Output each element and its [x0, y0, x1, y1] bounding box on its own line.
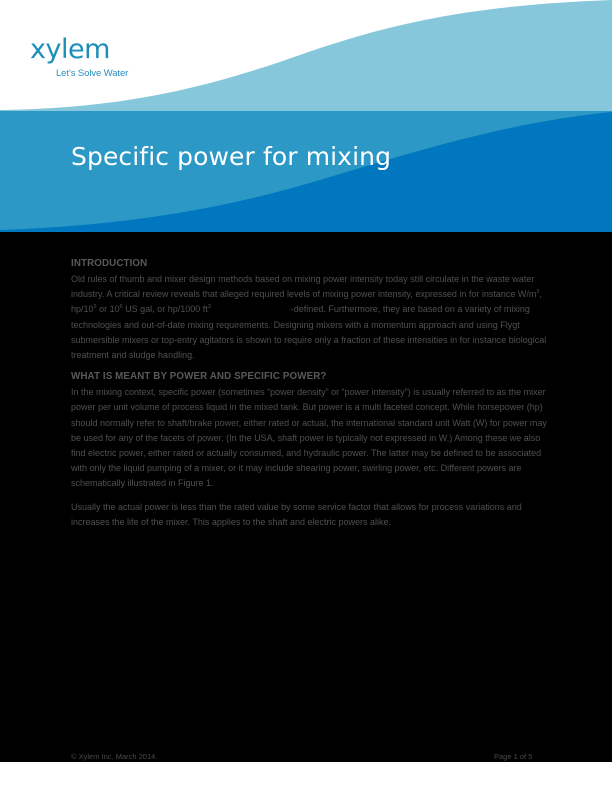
section-power-definition: [71, 371, 551, 530]
superscript: 6: [119, 304, 123, 311]
section-heading: INTRODUCTION: [71, 258, 148, 269]
text-run: or 10: [96, 304, 120, 315]
section-heading: WHAT IS MEANT BY POWER AND SPECIFIC POWER?: [71, 371, 327, 383]
superscript: 3: [93, 304, 97, 311]
header-banner: [0, 0, 612, 232]
superscript: 3: [536, 289, 540, 296]
text-run: , hp/10: [71, 289, 542, 315]
text-run: US gal, or hp/1000 ft: [122, 304, 208, 315]
document-body: [0, 232, 612, 762]
content-column: [71, 258, 551, 538]
page-title: Specific power for mixing: [71, 142, 392, 171]
paragraph: In the mixing context, specific power (sometimes “power density” or “power intensity”) is usually referred to as the mixer power per unit volume of process liquid in the mixed tank. But power is a multi faceted concept. While horsepower (hp) should normally refer to shaft/brake power, either rated or actual, the international standard unit Watt (W) for power may be used for any of the facets of power. (In the USA, shaft power is typically not expressed in W.) Among these we also find electric power, either rated or actually consumed, and hydraulic power. The latter may be defined to be associated with only the liquid pumping of a mixer, or it may include shearing power, swirling power, etc. Different powers are schematically illustrated in Figure 1.: [71, 387, 547, 489]
section-introduction: [71, 258, 551, 363]
xylem-logo[interactable]: [30, 34, 160, 79]
paragraph: Usually the actual power is less than the rated value by some service factor that allows for process variations and increases the life of the mixer. This applies to the shaft and electric powers alike.: [71, 501, 522, 527]
logo-tagline: Let’s Solve Water: [56, 68, 129, 79]
superscript: 3: [207, 304, 211, 311]
text-run: -defined. Furthermore, they are based on a variety of mixing technologies and out-of-date mixing requirements. Designing mixers with a momentum approach and using Flygt submersible mixers or top-entry agitators is shown to require only a fraction of these intensities in for instance biological treatment and sludge handling.: [71, 304, 547, 361]
logo-wordmark: xylem: [30, 34, 110, 65]
footer-page-number: Page 1 of 5: [494, 752, 533, 761]
footer-copyright: © Xylem Inc. March 2014.: [71, 752, 158, 761]
paragraph: [71, 272, 551, 363]
text-run: Old rules of thumb and mixer design methods based on mixing power intensity today still circulate in the waste water industry. A critical review reveals that alleged required levels of mixing power intensity, expressed in for instance W/m: [71, 274, 537, 300]
